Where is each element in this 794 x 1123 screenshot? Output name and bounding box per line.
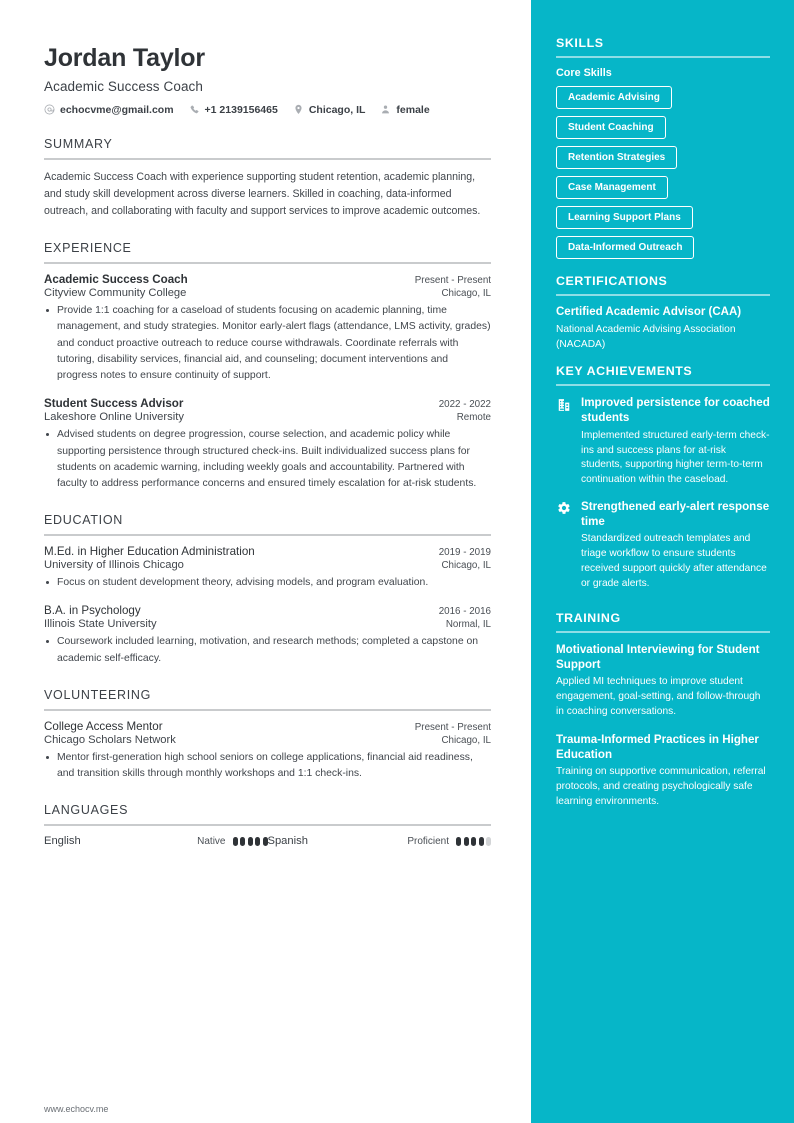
list-item: Focus on student development theory, advising models, and program evaluation. (44, 575, 491, 591)
rating-dot (464, 837, 469, 846)
rating-dot (255, 837, 260, 846)
contact-gender-value: female (396, 103, 430, 116)
skill-chip: Case Management (556, 176, 668, 199)
education-location: Normal, IL (445, 619, 491, 631)
person-icon (380, 104, 391, 115)
volunteering-location: Chicago, IL (441, 734, 491, 746)
skills-rule (556, 56, 770, 58)
section-languages (44, 803, 491, 847)
experience-entry (44, 273, 491, 384)
skill-chip: Learning Support Plans (556, 206, 693, 229)
section-experience (44, 241, 491, 492)
skill-chip: Data-Informed Outreach (556, 236, 694, 259)
experience-location: Remote (456, 412, 491, 424)
training-description: Training on supportive communication, referral protocols, and creating psychologically safe learning environments. (556, 766, 766, 807)
sidebar-section-certifications (556, 274, 770, 352)
language-name: English (44, 835, 81, 848)
training-item (556, 732, 770, 810)
achievement-description: Standardized outreach templates and triage workflow to ensure students received support quickly after attendance or grade alerts. (581, 533, 767, 589)
skill-chip: Academic Advising (556, 86, 672, 109)
education-school: Illinois State University (44, 618, 157, 631)
contact-email-value: echocvme@gmail.com (60, 103, 174, 116)
section-volunteering (44, 688, 491, 782)
language-name: Spanish (267, 835, 308, 848)
education-entry (44, 545, 491, 591)
education-degree: B.A. in Psychology (44, 604, 141, 618)
resume-header (44, 44, 491, 116)
contact-gender (380, 104, 429, 116)
rating-dot (486, 837, 491, 846)
experience-org: Cityview Community College (44, 287, 187, 300)
volunteering-heading: VOLUNTEERING (44, 687, 152, 702)
training-heading: TRAINING (556, 610, 621, 625)
rating-dot (479, 837, 484, 846)
summary-text: Academic Success Coach with experience supporting student retention, academic planning, and study skill development across diverse learners. Skilled in coaching, data-informed outreach, and collaborating with faculty and support services to improve academic outcomes. (44, 170, 481, 218)
education-bullets (44, 634, 491, 666)
languages-row (44, 835, 491, 847)
contact-location-value: Chicago, IL (308, 103, 366, 116)
certifications-rule (556, 294, 770, 296)
contact-location (293, 104, 366, 116)
list-item: Coursework included learning, motivation, and research methods; completed a capstone on academic self-efficacy. (44, 634, 491, 666)
experience-role: Student Success Advisor (44, 397, 184, 411)
rating-dot (471, 837, 476, 846)
skills-heading: SKILLS (556, 36, 604, 50)
volunteering-entry (44, 720, 491, 782)
sidebar-section-skills (556, 36, 770, 266)
experience-bullets (44, 303, 491, 384)
education-entry (44, 604, 491, 666)
training-title: Trauma-Informed Practices in Higher Education (556, 732, 759, 761)
header-job-title: Academic Success Coach (44, 78, 204, 94)
building-chart-icon (556, 397, 571, 412)
list-item: Advised students on degree progression, course selection, and academic policy while supporting persistence through structured check-ins. Built individualized success plans for students on academic warning, including weekly goals and accountability. Partnered with faculty to address performance concerns and ensured timely escalation for at-risk students. (44, 427, 491, 492)
achievement-item (556, 395, 770, 488)
education-school: University of Illinois Chicago (44, 559, 184, 572)
education-degree: M.Ed. in Higher Education Administration (44, 545, 255, 559)
language-rating (456, 837, 491, 846)
language-item (268, 835, 492, 847)
certifications-heading: CERTIFICATIONS (556, 274, 668, 288)
list-item: Mentor first-generation high school seniors on college applications, financial aid readiness, and transition skills through monthly workshops and 1:1 check-ins. (44, 750, 491, 782)
phone-icon (189, 104, 200, 115)
language-item (44, 835, 268, 847)
education-heading: EDUCATION (44, 513, 123, 528)
key-achievements-heading: KEY ACHIEVEMENTS (556, 364, 693, 379)
volunteering-org: Chicago Scholars Network (44, 733, 176, 746)
section-summary (44, 137, 491, 220)
training-description: Applied MI techniques to improve student engagement, goal-setting, and follow-through in coaching conversations. (556, 676, 761, 717)
skills-subheading: Core Skills (556, 67, 612, 79)
email-icon (44, 104, 55, 115)
section-education (44, 513, 491, 667)
location-pin-icon (293, 104, 304, 115)
language-level: Native (197, 835, 226, 847)
rating-dot (456, 837, 461, 846)
footer-url[interactable]: www.echocv.me (44, 1104, 109, 1114)
achievement-item (556, 499, 770, 592)
experience-org: Lakeshore Online University (44, 411, 184, 424)
summary-heading: SUMMARY (44, 136, 113, 151)
skill-chip: Student Coaching (556, 116, 666, 139)
training-rule (556, 631, 770, 633)
rating-dot (248, 837, 253, 846)
language-level: Proficient (407, 835, 449, 847)
achievement-description: Implemented structured early-term check-ins and success plans for at-risk students, supporting higher term-to-term continuation within the caseload. (581, 429, 770, 486)
experience-bullets (44, 427, 491, 492)
education-date: 2019 - 2019 (438, 547, 491, 559)
certification-title: Certified Academic Advisor (CAA) (556, 306, 742, 318)
experience-date: Present - Present (414, 275, 491, 287)
education-location: Chicago, IL (441, 560, 491, 572)
experience-heading: EXPERIENCE (44, 241, 132, 256)
contact-email[interactable] (44, 104, 174, 116)
education-date: 2016 - 2016 (438, 606, 491, 618)
sidebar-section-key-achievements (556, 364, 770, 591)
languages-heading: LANGUAGES (44, 803, 129, 818)
achievement-title: Improved persistence for coached students (581, 396, 770, 425)
volunteering-bullets (44, 750, 491, 782)
experience-date: 2022 - 2022 (438, 399, 491, 411)
languages-rule (44, 824, 491, 826)
summary-rule (44, 158, 491, 160)
volunteering-role: College Access Mentor (44, 719, 163, 733)
training-item (556, 642, 770, 720)
volunteering-rule (44, 709, 491, 711)
experience-location: Chicago, IL (441, 288, 491, 300)
skills-chip-list (556, 86, 770, 266)
rating-dot (233, 837, 238, 846)
language-rating (233, 837, 268, 846)
certification-item (556, 305, 770, 352)
experience-entry (44, 397, 491, 492)
education-bullets (44, 575, 491, 591)
page-title: Jordan Taylor (44, 44, 205, 72)
training-title: Motivational Interviewing for Student Support (556, 642, 760, 671)
certification-issuer: National Academic Advising Association (NACADA) (556, 324, 736, 350)
rating-dot (240, 837, 245, 846)
experience-rule (44, 262, 491, 264)
sidebar (531, 0, 794, 1123)
volunteering-date: Present - Present (414, 721, 491, 733)
education-rule (44, 534, 491, 536)
gear-icon (556, 501, 571, 516)
key-achievements-rule (556, 384, 770, 386)
achievement-title: Strengthened early-alert response time (581, 499, 770, 529)
skill-chip: Retention Strategies (556, 146, 677, 169)
experience-role: Academic Success Coach (44, 273, 188, 287)
contact-phone[interactable] (189, 104, 278, 116)
sidebar-section-training (556, 611, 770, 810)
list-item: Provide 1:1 coaching for a caseload of students focusing on academic planning, time management, and study strategies. Monitor early-alert flags (attendance, LMS activity, grades) and conduct proactive outreach to reduce course withdrawals. Coordinate referrals with tutoring, disability services, financial aid, and counseling; document interventions and progress notes to ensure continuity of support. (44, 303, 491, 384)
contact-row (44, 104, 491, 116)
contact-phone-value: +1 2139156465 (204, 103, 278, 116)
